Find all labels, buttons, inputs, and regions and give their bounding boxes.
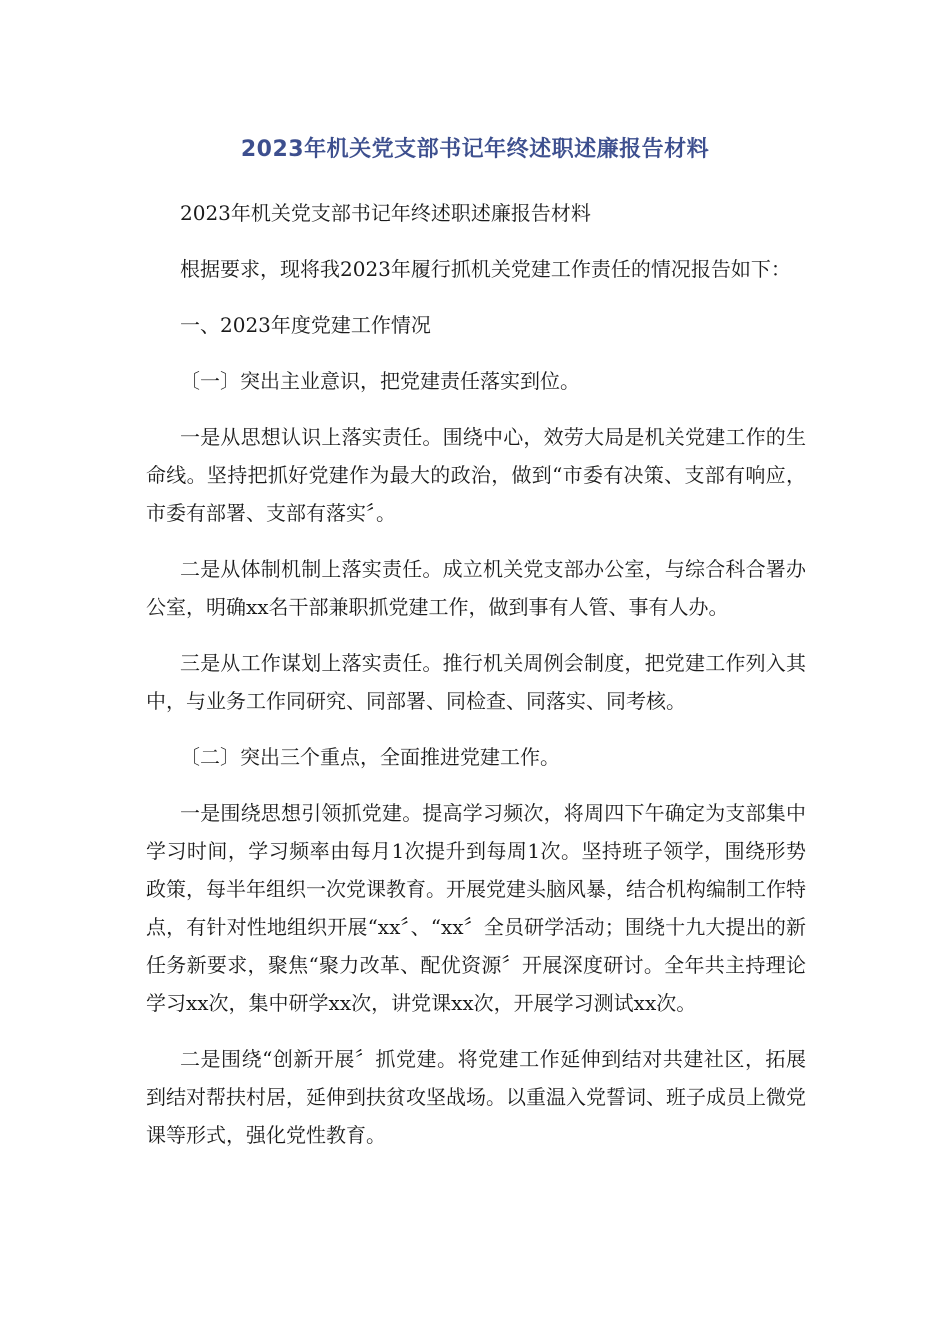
paragraph-intro: 根据要求，现将我2023年履行抓机关党建工作责任的情况报告如下：: [180, 257, 791, 281]
paragraph-item: 一是从思想认识上落实责任。围绕中心，效劳大局是机关党建工作的生命线。坚持把抓好党建作为最大的政治，做到“市委有决策、支部有响应，市委有部署、支部有落实〞。: [146, 425, 806, 525]
paragraph-item: 一是围绕思想引领抓党建。提高学习频次，将周四下午确定为支部集中学习时间，学习频率由每月1次提升到每周1次。坚持班子领学，围绕形势政策，每半年组织一次党课教育。开展党建头脑风暴，结合机构编制工作特点，有针对性地组织开展“xx〞、“xx〞全员研学活动；围绕十九大提出的新任务新要求，聚焦“聚力改革、配优资源〞开展深度研讨。全年共主持理论学习xx次，集中研学xx次，讲党课xx次，开展学习测试xx次。: [146, 801, 806, 1015]
paragraph-subtitle: 2023年机关党支部书记年终述职述廉报告材料: [180, 201, 591, 225]
document-title: 2023年机关党支部书记年终述职述廉报告材料: [240, 137, 710, 162]
paragraph-item: 二是从体制机制上落实责任。成立机关党支部办公室，与综合科合署办公室，明确xx名干部兼职抓党建工作，做到事有人管、事有人办。: [146, 557, 806, 619]
document-body: [146, 194, 806, 1154]
section-heading-1: 一、2023年度党建工作情况: [180, 313, 431, 337]
paragraph-item: 三是从工作谋划上落实责任。推行机关周例会制度，把党建工作列入其中，与业务工作同研究、同部署、同检查、同落实、同考核。: [146, 651, 806, 713]
subsection-heading-1: 〔一〕突出主业意识，把党建责任落实到位。: [180, 369, 580, 393]
subsection-heading-2: 〔二〕突出三个重点，全面推进党建工作。: [180, 745, 560, 769]
paragraph-item: 二是围绕“创新开展〞抓党建。将党建工作延伸到结对共建社区，拓展到结对帮扶村居，延伸到扶贫攻坚战场。以重温入党誓词、班子成员上微党课等形式，强化党性教育。: [146, 1047, 806, 1147]
